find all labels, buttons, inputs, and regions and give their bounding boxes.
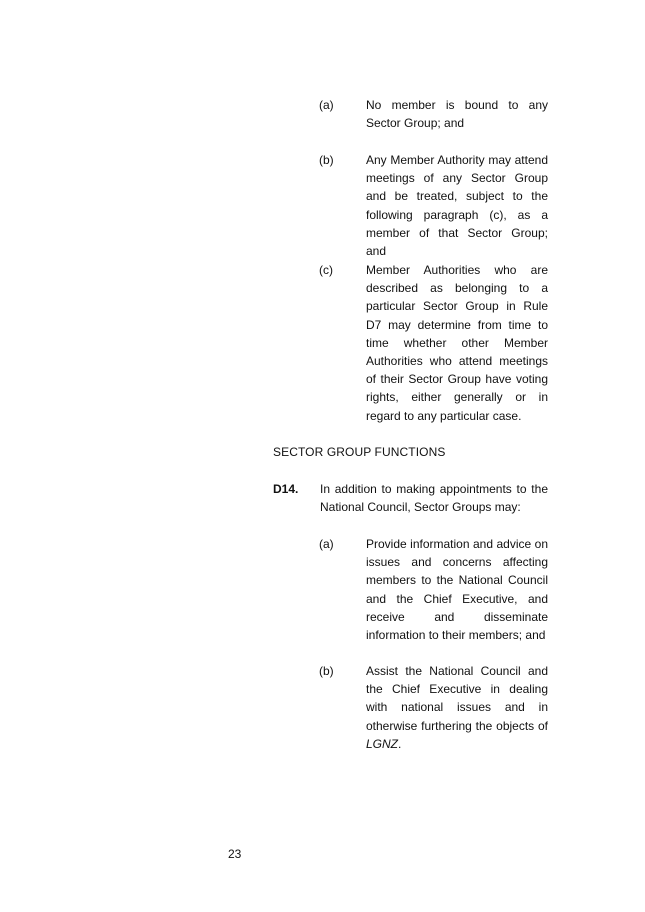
item-label: (c) xyxy=(319,263,333,277)
item-label: (a) xyxy=(319,537,334,551)
page-number: 23 xyxy=(228,847,242,861)
item-label: (b) xyxy=(319,664,334,678)
item-text xyxy=(366,662,548,753)
item-text: Provide information and advice on issues and concerns affecting members to the National Council and the Chief Executive, and receive and disseminate information to their members; and xyxy=(366,537,548,643)
clause-text: In addition to making appointments to the National Council, Sector Groups may: xyxy=(320,482,548,514)
section-heading: SECTOR GROUP FUNCTIONS xyxy=(273,445,446,459)
item-text-before: Assist the National Council and the Chief Executive in dealing with national issues and in otherwise furthering the objects of xyxy=(366,664,548,733)
item-text-italic: LGNZ xyxy=(366,736,399,751)
item-text: Any Member Authority may attend meetings of any Sector Group and be treated, subject to the following paragraph (c), as a member of that Sector Group; and xyxy=(366,153,548,259)
item-text: No member is bound to any Sector Group; and xyxy=(366,98,548,131)
item-label: (b) xyxy=(319,153,334,167)
item-text-after: . xyxy=(398,736,402,751)
item-text: Member Authorities who are described as belonging to a particular Sector Group in Rule D7 may determine from time to time whether other Member Authorities who attend meetings of their Sector Group have voting rights, either generally or in regard to any particular case. xyxy=(366,263,548,423)
item-label: (a) xyxy=(319,98,334,112)
clause-number: D14. xyxy=(273,482,299,496)
